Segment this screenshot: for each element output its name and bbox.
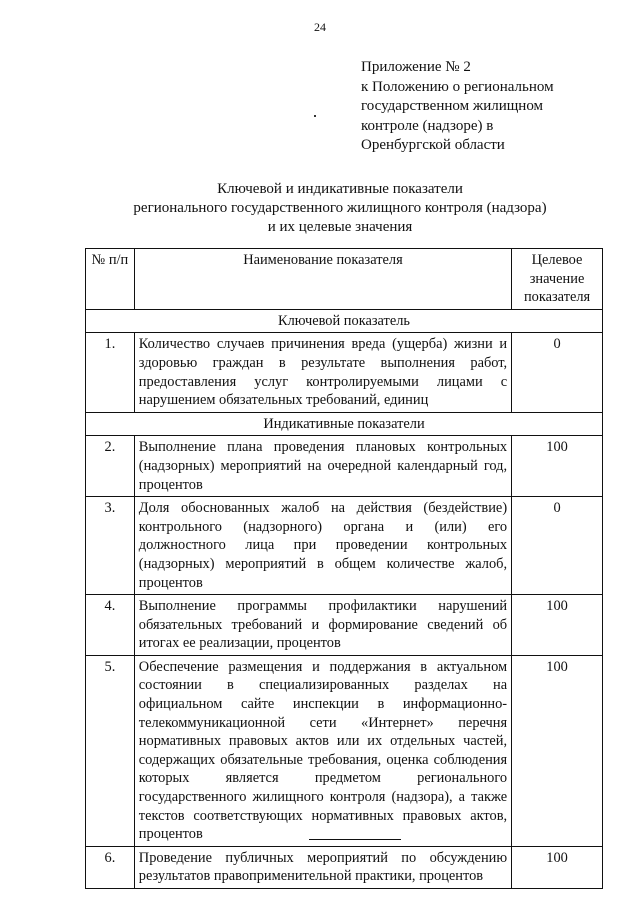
section-row	[86, 309, 603, 333]
row-target-value: 100	[512, 595, 603, 656]
appendix-line: к Положению о региональном	[361, 78, 554, 95]
section-key-indicator: Ключевой показатель	[86, 309, 603, 333]
header-target-value: Целевое значение показателя	[512, 249, 603, 310]
row-target-value: 0	[512, 333, 603, 412]
row-number: 4.	[86, 595, 135, 656]
row-target-value: 100	[512, 655, 603, 846]
section-indicative-indicators: Индикативные показатели	[86, 412, 603, 436]
row-indicator-name: Проведение публичных мероприятий по обсуждению результатов правоприменительной практики, процентов	[134, 846, 511, 888]
row-target-value: 0	[512, 497, 603, 595]
page-number: 24	[314, 20, 326, 34]
row-number: 2.	[86, 436, 135, 497]
table-row	[86, 497, 603, 595]
table-row	[86, 655, 603, 846]
row-target-value: 100	[512, 846, 603, 888]
row-indicator-name: Обеспечение размещения и поддержания в актуальном состоянии в специализированных разделах на официальном сайте инспекции в информационно-телекоммуникационной сети «Интернет» перечня нормативных правовых актов или их отдельных частей, содержащих обязательные требования, оценка соблюдения которых является предметом регионального государственного жилищного контроля (надзора), а также текстов соответствующих нормативных правовых актов, процентов	[134, 655, 511, 846]
table-row	[86, 333, 603, 412]
row-number: 1.	[86, 333, 135, 412]
row-indicator-name: Выполнение плана проведения плановых контрольных (надзорных) мероприятий на очередной календарный год, процентов	[134, 436, 511, 497]
indicators-table	[85, 248, 603, 889]
row-target-value: 100	[512, 436, 603, 497]
row-indicator-name: Выполнение программы профилактики нарушений обязательных требований и формирование сведений об итогах ее реализации, процентов	[134, 595, 511, 656]
table-row	[86, 436, 603, 497]
table-header-row	[86, 249, 603, 310]
table-row	[86, 595, 603, 656]
row-number: 3.	[86, 497, 135, 595]
title-line: регионального государственного жилищного контроля (надзора)	[133, 200, 547, 216]
row-number: 6.	[86, 846, 135, 888]
row-indicator-name: Доля обоснованных жалоб на действия (бездействие) контрольного (надзорного) органа и (или) его должностного лица при проведении контрольных (надзорных) мероприятий в общем количестве жалоб, процентов	[134, 497, 511, 595]
title-line: Ключевой и индикативные показатели	[217, 181, 463, 197]
appendix-line: контроле (надзоре) в	[361, 117, 494, 134]
document-title	[80, 180, 600, 237]
stray-dot	[314, 115, 316, 117]
section-row	[86, 412, 603, 436]
table-row	[86, 846, 603, 888]
appendix-line: государственном жилищном	[361, 98, 544, 114]
appendix-line: Приложение № 2	[361, 59, 471, 75]
row-indicator-name: Количество случаев причинения вреда (ущерба) жизни и здоровью граждан в результате выполнения работ, предоставления услуг контролируемыми лицами с нарушением обязательных требований, единиц	[134, 333, 511, 412]
appendix-note	[361, 58, 621, 156]
title-line: и их целевые значения	[267, 219, 413, 235]
header-name: Наименование показателя	[134, 249, 511, 310]
header-number: № п/п	[86, 249, 135, 310]
row-number: 5.	[86, 655, 135, 846]
appendix-line: Оренбургской области	[361, 137, 505, 153]
bottom-rule	[309, 839, 401, 840]
